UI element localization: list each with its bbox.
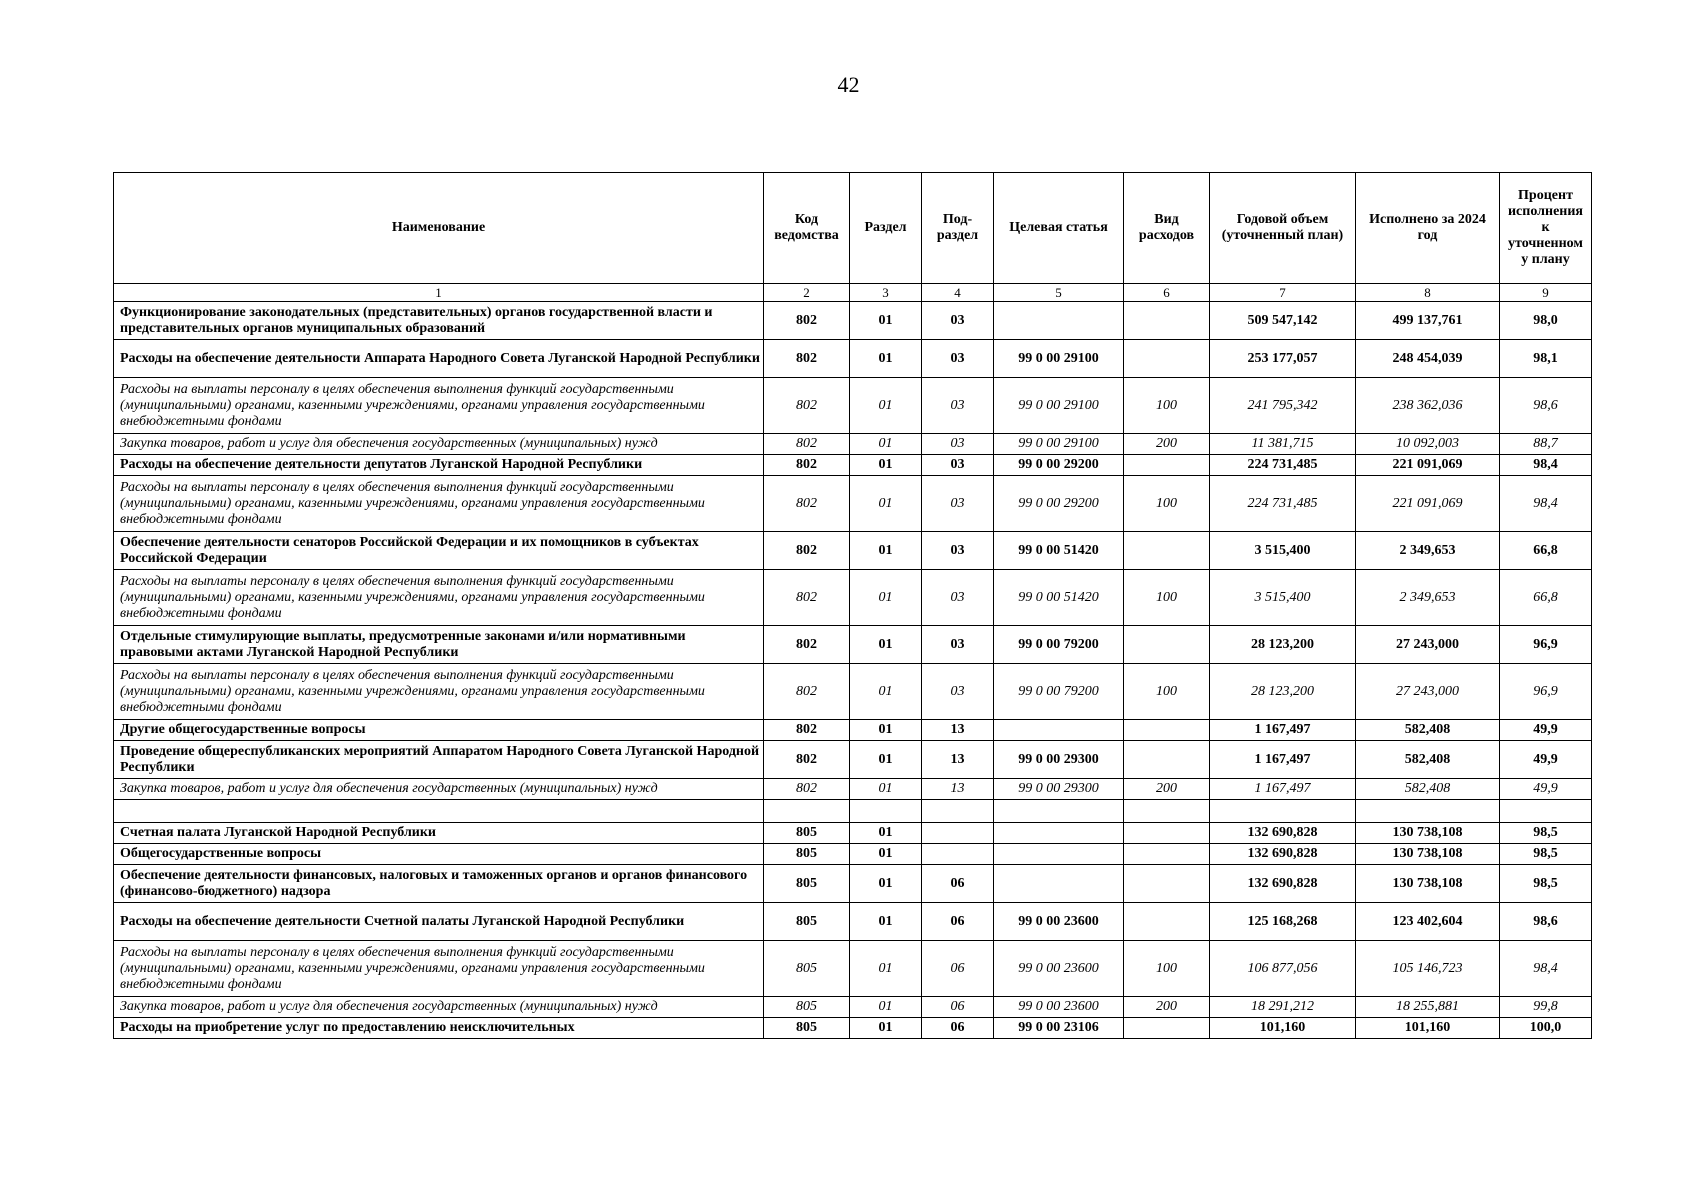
- table-row: [114, 1018, 1592, 1039]
- row-name: Счетная палата Луганской Народной Республики: [114, 823, 764, 844]
- table-row: [114, 570, 1592, 626]
- department-code: 802: [764, 434, 850, 455]
- annual-plan-value: 101,160: [1210, 1018, 1356, 1039]
- row-name: Функционирование законодательных (представительных) органов государственной власти и представительных органов муниципальных образований: [114, 302, 764, 340]
- expense-type: 100: [1124, 378, 1210, 434]
- department-code: 802: [764, 455, 850, 476]
- row-name: Отдельные стимулирующие выплаты, предусмотренные законами и/или нормативными правовыми актами Луганской Народной Республики: [114, 626, 764, 664]
- department-code: 802: [764, 340, 850, 378]
- subsection-code: 03: [922, 476, 994, 532]
- target-article: 99 0 00 79200: [994, 626, 1124, 664]
- row-name: Расходы на выплаты персоналу в целях обеспечения выполнения функций государственными (муниципальными) органами, казенными учреждениями, органами управления государственными внебюджетными фондами: [114, 476, 764, 532]
- table-row: [114, 779, 1592, 800]
- column-number: 9: [1500, 284, 1592, 302]
- target-article: 99 0 00 29100: [994, 434, 1124, 455]
- expense-type: [1124, 1018, 1210, 1039]
- subsection-code: 06: [922, 903, 994, 941]
- department-code: 802: [764, 626, 850, 664]
- target-article: 99 0 00 29300: [994, 779, 1124, 800]
- target-article: 99 0 00 23106: [994, 1018, 1124, 1039]
- table-row: [114, 455, 1592, 476]
- table-body: [114, 302, 1592, 1039]
- subsection-code: 13: [922, 779, 994, 800]
- percent-value: 96,9: [1500, 664, 1592, 720]
- executed-value: 101,160: [1356, 1018, 1500, 1039]
- expense-type: [1124, 455, 1210, 476]
- department-code: 802: [764, 302, 850, 340]
- percent-value: 98,6: [1500, 903, 1592, 941]
- percent-value: 49,9: [1500, 741, 1592, 779]
- percent-value: 98,5: [1500, 865, 1592, 903]
- header-name: Наименование: [114, 173, 764, 284]
- section-code: 01: [850, 434, 922, 455]
- subsection-code: 06: [922, 941, 994, 997]
- section-code: 01: [850, 302, 922, 340]
- header-row: [114, 173, 1592, 284]
- department-code: 805: [764, 1018, 850, 1039]
- department-code: [764, 800, 850, 823]
- percent-value: 88,7: [1500, 434, 1592, 455]
- subsection-code: [922, 800, 994, 823]
- expense-type: [1124, 844, 1210, 865]
- executed-value: 130 738,108: [1356, 844, 1500, 865]
- table-row: [114, 823, 1592, 844]
- section-code: 01: [850, 455, 922, 476]
- department-code: 805: [764, 823, 850, 844]
- annual-plan-value: 3 515,400: [1210, 532, 1356, 570]
- expense-type: 100: [1124, 570, 1210, 626]
- expense-type: [1124, 532, 1210, 570]
- subsection-code: 03: [922, 455, 994, 476]
- column-number-row: [114, 284, 1592, 302]
- table-row: [114, 741, 1592, 779]
- target-article: [994, 823, 1124, 844]
- subsection-code: 03: [922, 378, 994, 434]
- percent-value: 98,4: [1500, 476, 1592, 532]
- executed-value: 2 349,653: [1356, 570, 1500, 626]
- percent-value: [1500, 800, 1592, 823]
- department-code: 802: [764, 570, 850, 626]
- table-row: [114, 476, 1592, 532]
- department-code: 805: [764, 844, 850, 865]
- header-percent: Процент исполнения к уточненном у плану: [1500, 173, 1592, 284]
- expense-type: [1124, 720, 1210, 741]
- table-row: [114, 720, 1592, 741]
- section-code: 01: [850, 865, 922, 903]
- executed-value: 105 146,723: [1356, 941, 1500, 997]
- subsection-code: 03: [922, 664, 994, 720]
- target-article: 99 0 00 23600: [994, 903, 1124, 941]
- expense-type: [1124, 865, 1210, 903]
- annual-plan-value: 241 795,342: [1210, 378, 1356, 434]
- column-number: 4: [922, 284, 994, 302]
- executed-value: 238 362,036: [1356, 378, 1500, 434]
- table-row: [114, 997, 1592, 1018]
- column-number: 2: [764, 284, 850, 302]
- subsection-code: 13: [922, 741, 994, 779]
- executed-value: 2 349,653: [1356, 532, 1500, 570]
- table-row: [114, 532, 1592, 570]
- section-code: 01: [850, 903, 922, 941]
- expense-type: 200: [1124, 434, 1210, 455]
- annual-plan-value: 1 167,497: [1210, 720, 1356, 741]
- executed-value: [1356, 800, 1500, 823]
- expense-type: 200: [1124, 779, 1210, 800]
- table-row: [114, 800, 1592, 823]
- executed-value: 10 092,003: [1356, 434, 1500, 455]
- target-article: [994, 844, 1124, 865]
- department-code: 802: [764, 664, 850, 720]
- target-article: [994, 800, 1124, 823]
- expense-type: [1124, 823, 1210, 844]
- percent-value: 49,9: [1500, 720, 1592, 741]
- percent-value: 100,0: [1500, 1018, 1592, 1039]
- annual-plan-value: [1210, 800, 1356, 823]
- department-code: 802: [764, 779, 850, 800]
- executed-value: 123 402,604: [1356, 903, 1500, 941]
- section-code: 01: [850, 823, 922, 844]
- column-number: 7: [1210, 284, 1356, 302]
- row-name: Закупка товаров, работ и услуг для обеспечения государственных (муниципальных) нужд: [114, 997, 764, 1018]
- section-code: 01: [850, 626, 922, 664]
- section-code: [850, 800, 922, 823]
- row-name: Расходы на выплаты персоналу в целях обеспечения выполнения функций государственными (муниципальными) органами, казенными учреждениями, органами управления государственными внебюджетными фондами: [114, 570, 764, 626]
- target-article: 99 0 00 23600: [994, 941, 1124, 997]
- subsection-code: 13: [922, 720, 994, 741]
- executed-value: 221 091,069: [1356, 455, 1500, 476]
- row-name: Другие общегосударственные вопросы: [114, 720, 764, 741]
- percent-value: 98,0: [1500, 302, 1592, 340]
- annual-plan-value: 224 731,485: [1210, 476, 1356, 532]
- section-code: 01: [850, 720, 922, 741]
- row-name: [114, 800, 764, 823]
- department-code: 805: [764, 997, 850, 1018]
- row-name: Расходы на приобретение услуг по предоставлению неисключительных: [114, 1018, 764, 1039]
- row-name: Расходы на выплаты персоналу в целях обеспечения выполнения функций государственными (муниципальными) органами, казенными учреждениями, органами управления государственными внебюджетными фондами: [114, 664, 764, 720]
- department-code: 802: [764, 741, 850, 779]
- executed-value: 582,408: [1356, 720, 1500, 741]
- annual-plan-value: 3 515,400: [1210, 570, 1356, 626]
- section-code: 01: [850, 844, 922, 865]
- annual-plan-value: 106 877,056: [1210, 941, 1356, 997]
- expense-type: [1124, 903, 1210, 941]
- percent-value: 98,4: [1500, 455, 1592, 476]
- executed-value: 582,408: [1356, 741, 1500, 779]
- annual-plan-value: 132 690,828: [1210, 865, 1356, 903]
- row-name: Обеспечение деятельности финансовых, налоговых и таможенных органов и органов финансового (финансово-бюджетного) надзора: [114, 865, 764, 903]
- annual-plan-value: 18 291,212: [1210, 997, 1356, 1018]
- executed-value: 18 255,881: [1356, 997, 1500, 1018]
- target-article: 99 0 00 29100: [994, 340, 1124, 378]
- section-code: 01: [850, 779, 922, 800]
- expense-type: [1124, 302, 1210, 340]
- page-number: 42: [837, 72, 860, 97]
- subsection-code: 03: [922, 302, 994, 340]
- expense-type: [1124, 800, 1210, 823]
- row-name: Обеспечение деятельности сенаторов Российской Федерации и их помощников в субъектах Российской Федерации: [114, 532, 764, 570]
- target-article: [994, 720, 1124, 741]
- annual-plan-value: 224 731,485: [1210, 455, 1356, 476]
- row-name: Общегосударственные вопросы: [114, 844, 764, 865]
- target-article: [994, 302, 1124, 340]
- annual-plan-value: 1 167,497: [1210, 741, 1356, 779]
- department-code: 802: [764, 720, 850, 741]
- subsection-code: 03: [922, 532, 994, 570]
- header-department-code: Код ведомства: [764, 173, 850, 284]
- expense-type: 100: [1124, 476, 1210, 532]
- percent-value: 98,5: [1500, 844, 1592, 865]
- section-code: 01: [850, 664, 922, 720]
- percent-value: 99,8: [1500, 997, 1592, 1018]
- row-name: Расходы на выплаты персоналу в целях обеспечения выполнения функций государственными (муниципальными) органами, казенными учреждениями, органами управления государственными внебюджетными фондами: [114, 941, 764, 997]
- target-article: 99 0 00 51420: [994, 532, 1124, 570]
- annual-plan-value: 132 690,828: [1210, 823, 1356, 844]
- row-name: Закупка товаров, работ и услуг для обеспечения государственных (муниципальных) нужд: [114, 779, 764, 800]
- target-article: 99 0 00 29200: [994, 476, 1124, 532]
- column-number: 1: [114, 284, 764, 302]
- expense-type: 100: [1124, 941, 1210, 997]
- section-code: 01: [850, 570, 922, 626]
- table-row: [114, 844, 1592, 865]
- subsection-code: [922, 823, 994, 844]
- target-article: 99 0 00 29100: [994, 378, 1124, 434]
- table-row: [114, 434, 1592, 455]
- annual-plan-value: 28 123,200: [1210, 664, 1356, 720]
- budget-execution-table: [113, 172, 1592, 1039]
- section-code: 01: [850, 378, 922, 434]
- annual-plan-value: 11 381,715: [1210, 434, 1356, 455]
- table-row: [114, 664, 1592, 720]
- annual-plan-value: 132 690,828: [1210, 844, 1356, 865]
- table-row: [114, 302, 1592, 340]
- section-code: 01: [850, 532, 922, 570]
- expense-type: [1124, 626, 1210, 664]
- executed-value: 130 738,108: [1356, 865, 1500, 903]
- department-code: 802: [764, 476, 850, 532]
- header-executed: Исполнено за 2024 год: [1356, 173, 1500, 284]
- table-row: [114, 626, 1592, 664]
- section-code: 01: [850, 340, 922, 378]
- executed-value: 221 091,069: [1356, 476, 1500, 532]
- executed-value: 130 738,108: [1356, 823, 1500, 844]
- section-code: 01: [850, 741, 922, 779]
- percent-value: 98,6: [1500, 378, 1592, 434]
- table-row: [114, 378, 1592, 434]
- header-subsection: Под-раздел: [922, 173, 994, 284]
- row-name: Расходы на выплаты персоналу в целях обеспечения выполнения функций государственными (муниципальными) органами, казенными учреждениями, органами управления государственными внебюджетными фондами: [114, 378, 764, 434]
- target-article: 99 0 00 29300: [994, 741, 1124, 779]
- column-number: 6: [1124, 284, 1210, 302]
- subsection-code: 06: [922, 997, 994, 1018]
- annual-plan-value: 1 167,497: [1210, 779, 1356, 800]
- percent-value: 98,4: [1500, 941, 1592, 997]
- header-annual-plan: Годовой объем (уточненный план): [1210, 173, 1356, 284]
- column-number: 3: [850, 284, 922, 302]
- executed-value: 582,408: [1356, 779, 1500, 800]
- percent-value: 66,8: [1500, 570, 1592, 626]
- annual-plan-value: 253 177,057: [1210, 340, 1356, 378]
- department-code: 805: [764, 941, 850, 997]
- executed-value: 27 243,000: [1356, 664, 1500, 720]
- annual-plan-value: 125 168,268: [1210, 903, 1356, 941]
- subsection-code: [922, 844, 994, 865]
- percent-value: 96,9: [1500, 626, 1592, 664]
- percent-value: 98,5: [1500, 823, 1592, 844]
- subsection-code: 03: [922, 626, 994, 664]
- subsection-code: 03: [922, 570, 994, 626]
- expense-type: [1124, 741, 1210, 779]
- row-name: Расходы на обеспечение деятельности депутатов Луганской Народной Республики: [114, 455, 764, 476]
- table-row: [114, 903, 1592, 941]
- target-article: 99 0 00 51420: [994, 570, 1124, 626]
- target-article: 99 0 00 23600: [994, 997, 1124, 1018]
- row-name: Проведение общереспубликанских мероприятий Аппаратом Народного Совета Луганской Народной Республики: [114, 741, 764, 779]
- department-code: 805: [764, 903, 850, 941]
- executed-value: 499 137,761: [1356, 302, 1500, 340]
- header-section: Раздел: [850, 173, 922, 284]
- executed-value: 248 454,039: [1356, 340, 1500, 378]
- section-code: 01: [850, 997, 922, 1018]
- section-code: 01: [850, 476, 922, 532]
- target-article: 99 0 00 29200: [994, 455, 1124, 476]
- target-article: 99 0 00 79200: [994, 664, 1124, 720]
- section-code: 01: [850, 941, 922, 997]
- department-code: 802: [764, 532, 850, 570]
- column-number: 8: [1356, 284, 1500, 302]
- header-expense-type: Вид расходов: [1124, 173, 1210, 284]
- expense-type: [1124, 340, 1210, 378]
- percent-value: 49,9: [1500, 779, 1592, 800]
- percent-value: 66,8: [1500, 532, 1592, 570]
- subsection-code: 06: [922, 865, 994, 903]
- department-code: 802: [764, 378, 850, 434]
- header-target-article: Целевая статья: [994, 173, 1124, 284]
- expense-type: 100: [1124, 664, 1210, 720]
- table-row: [114, 340, 1592, 378]
- percent-value: 98,1: [1500, 340, 1592, 378]
- subsection-code: 03: [922, 340, 994, 378]
- expense-type: 200: [1124, 997, 1210, 1018]
- row-name: Расходы на обеспечение деятельности Счетной палаты Луганской Народной Республики: [114, 903, 764, 941]
- target-article: [994, 865, 1124, 903]
- annual-plan-value: 509 547,142: [1210, 302, 1356, 340]
- subsection-code: 06: [922, 1018, 994, 1039]
- executed-value: 27 243,000: [1356, 626, 1500, 664]
- table-row: [114, 865, 1592, 903]
- annual-plan-value: 28 123,200: [1210, 626, 1356, 664]
- table-row: [114, 941, 1592, 997]
- subsection-code: 03: [922, 434, 994, 455]
- department-code: 805: [764, 865, 850, 903]
- column-number: 5: [994, 284, 1124, 302]
- row-name: Закупка товаров, работ и услуг для обеспечения государственных (муниципальных) нужд: [114, 434, 764, 455]
- section-code: 01: [850, 1018, 922, 1039]
- row-name: Расходы на обеспечение деятельности Аппарата Народного Совета Луганской Народной Республики: [114, 340, 764, 378]
